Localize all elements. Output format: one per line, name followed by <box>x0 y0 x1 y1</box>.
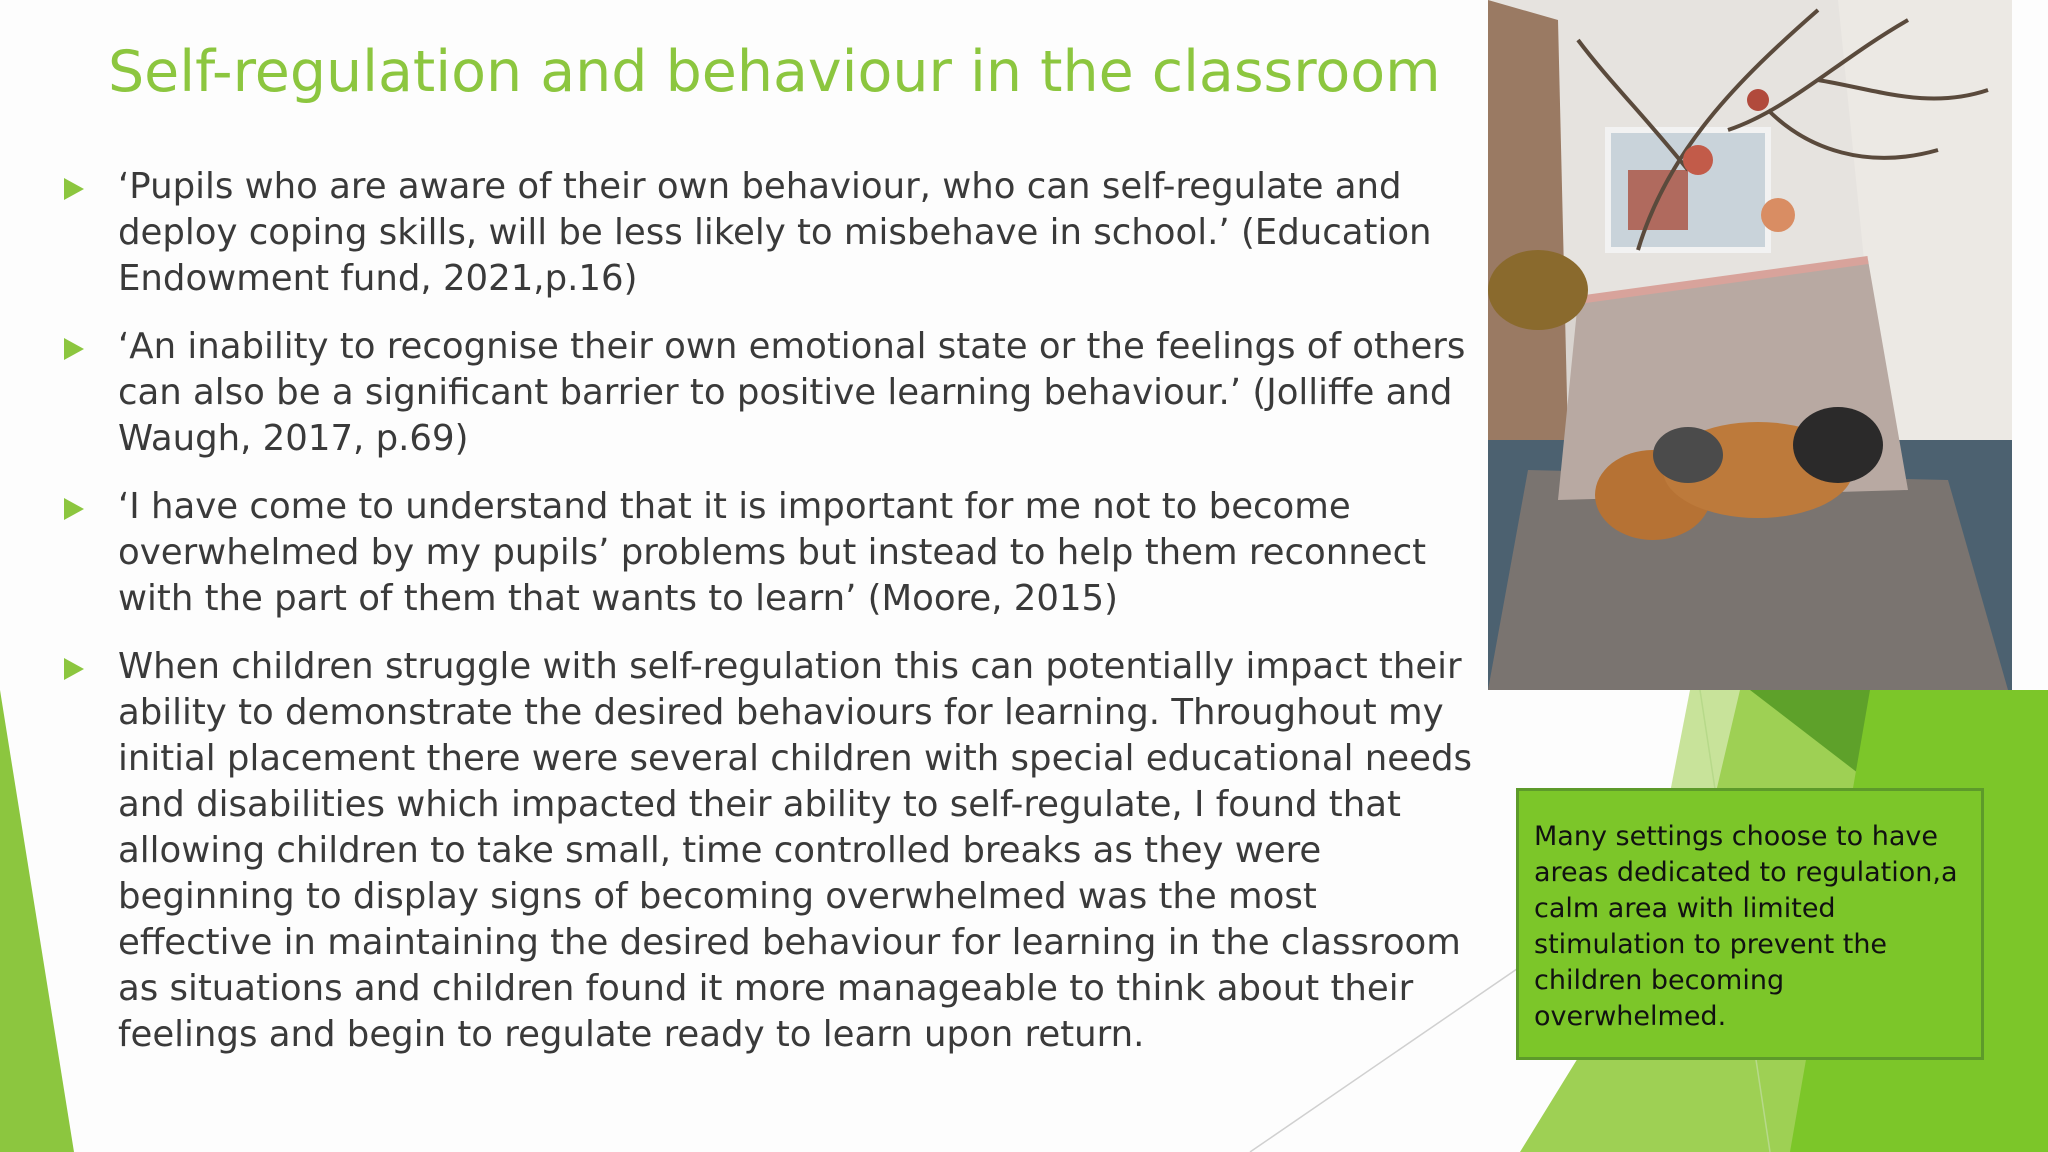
triangle-bullet-icon <box>64 178 84 200</box>
bullet-item <box>58 484 1478 622</box>
calm-area-illustration <box>1488 0 2012 690</box>
bullet-text: ‘An inability to recognise their own emotional state or the feelings of others can also be a significant barrier to positive learning behaviour.’ (Jolliffe and Waugh, 2017, p.69) <box>118 326 1466 459</box>
triangle-bullet-icon <box>64 658 84 680</box>
bullet-list <box>58 164 1478 1080</box>
triangle-bullet-icon <box>64 498 84 520</box>
bullet-item <box>58 164 1478 302</box>
bullet-text: When children struggle with self-regulation this can potentially impact their ability to demonstrate the desired behaviours for learning. Throughout my initial placement there were several children with special educational needs and disabilities which impacted their ability to self-regulate, I found that allowing children to take small, time controlled breaks as they were beginning to display signs of becoming overwhelmed was the most effective in maintaining the desired behaviour for learning in the classroom as situations and children found it more manageable to think about their feelings and begin to regulate ready to learn upon return. <box>118 646 1472 1055</box>
slide-title: Self-regulation and behaviour in the classroom <box>108 39 1441 105</box>
bullet-text: ‘I have come to understand that it is important for me not to become overwhelmed by my pupils’ problems but instead to help them reconnect with the part of them that wants to learn’ (Moore, 2015) <box>118 486 1427 619</box>
bullet-text: ‘Pupils who are aware of their own behaviour, who can self-regulate and deploy coping skills, will be less likely to misbehave in school.’ (Education Endowment fund, 2021,p.16) <box>118 166 1432 299</box>
calm-area-photo <box>1488 0 2012 690</box>
bullet-item <box>58 324 1478 462</box>
triangle-bullet-icon <box>64 338 84 360</box>
bullet-item <box>58 644 1478 1058</box>
note-box: Many settings choose to have areas dedicated to regulation,a calm area with limited stimulation to prevent the children becoming overwhelmed. <box>1516 788 1984 1060</box>
